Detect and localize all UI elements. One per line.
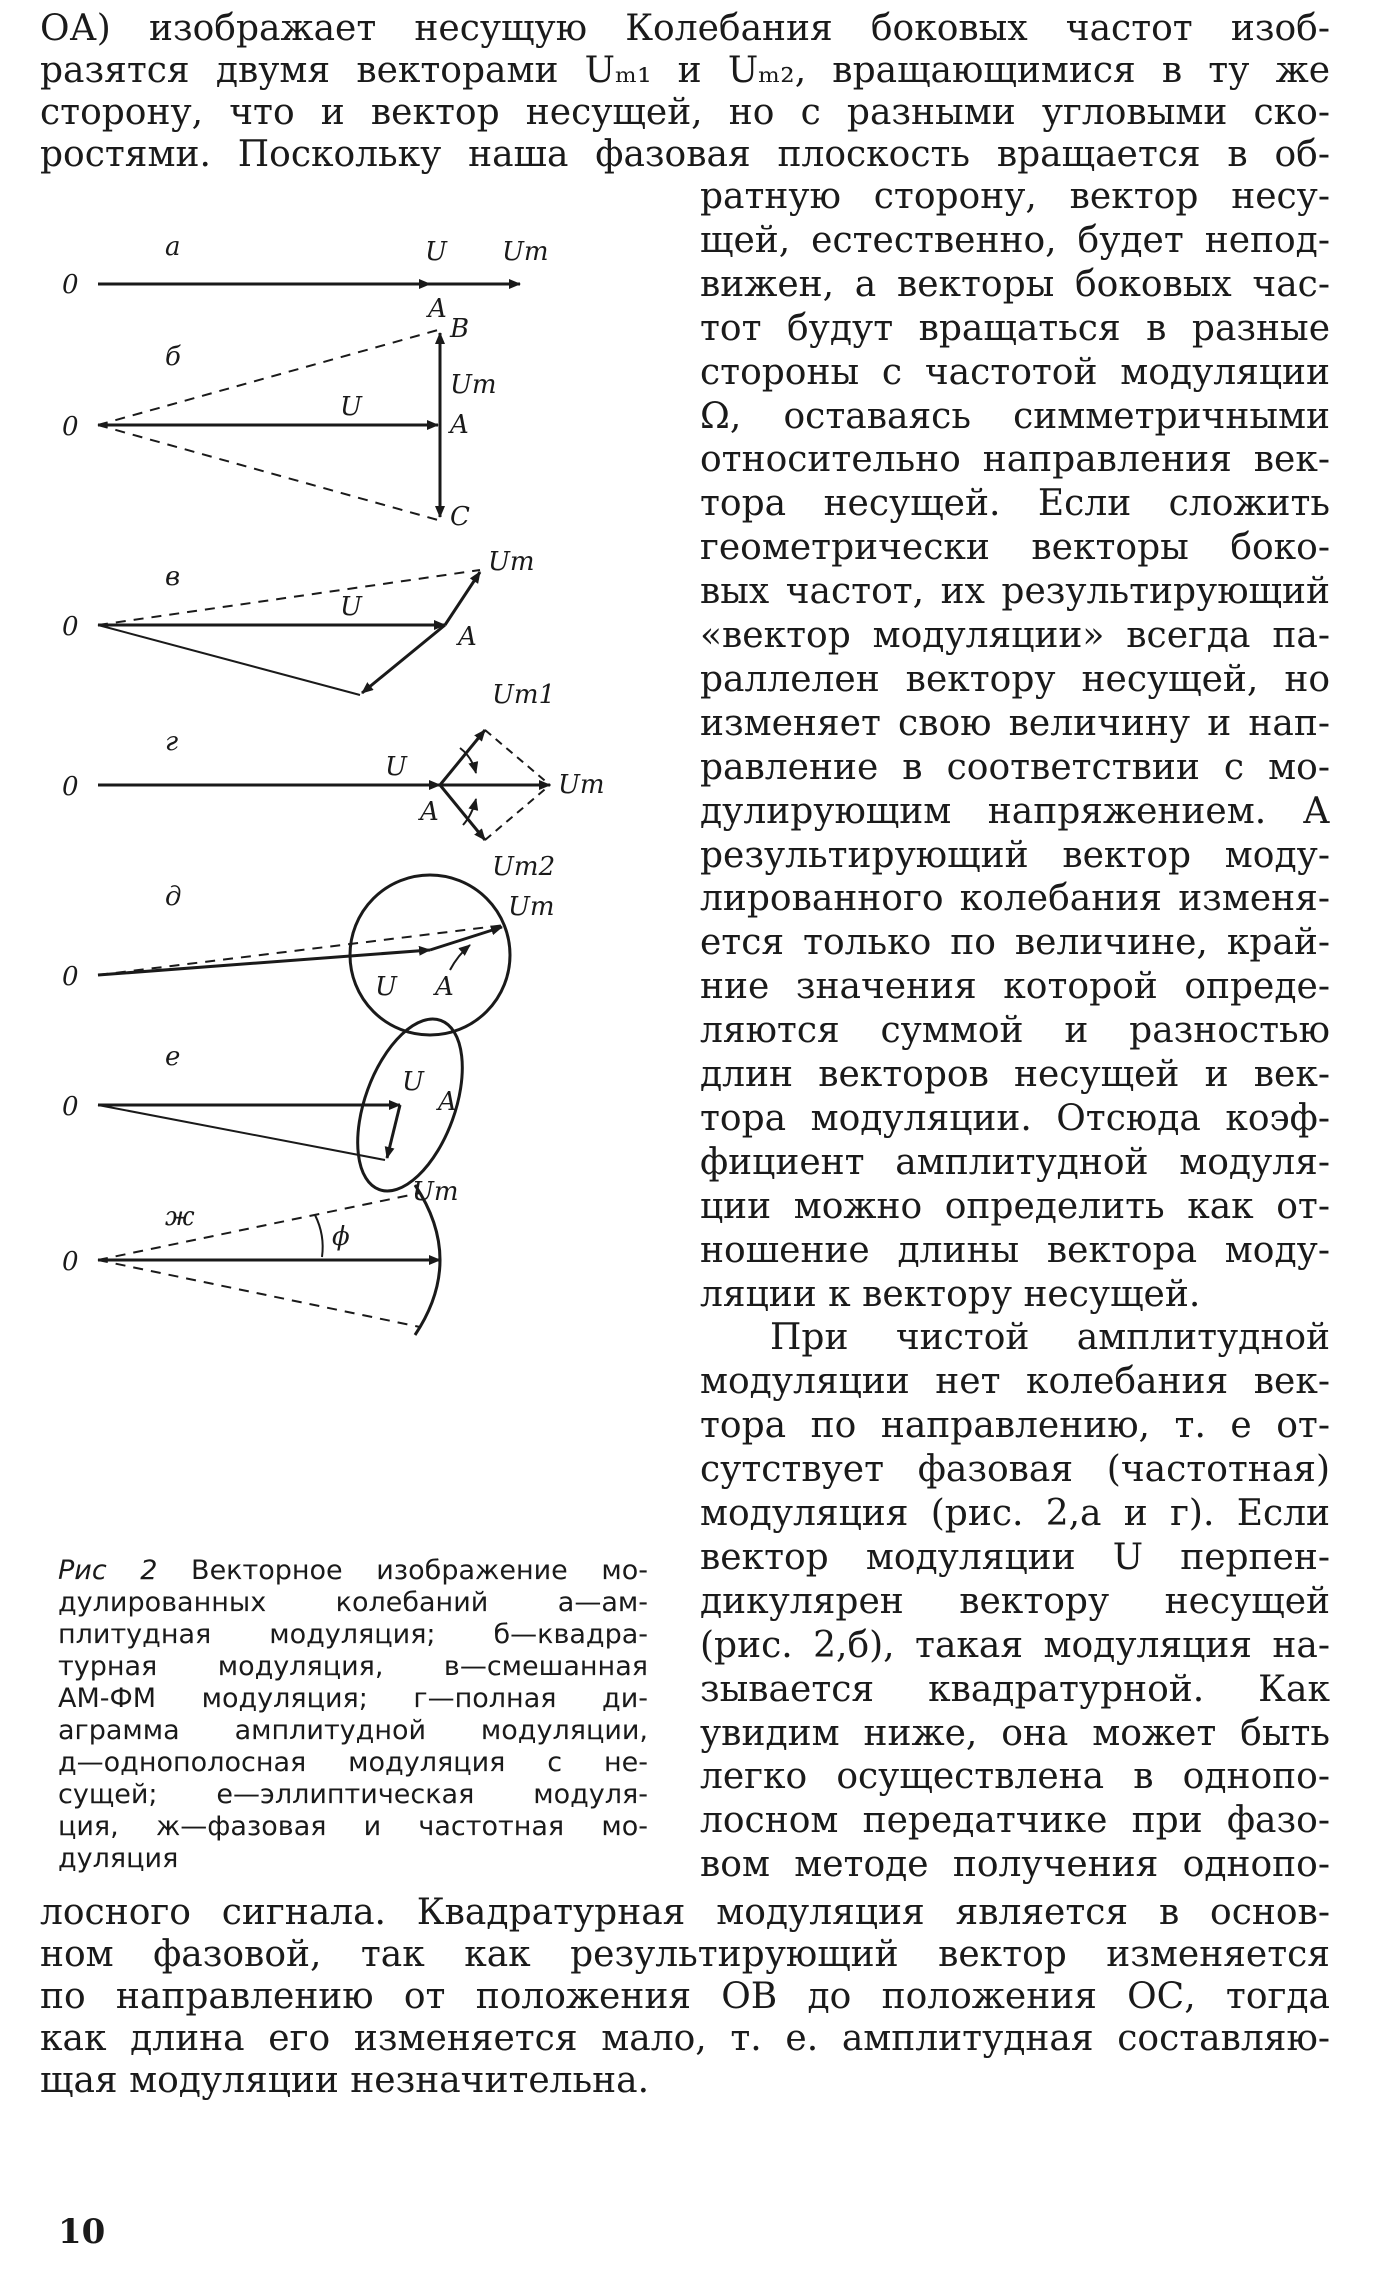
text-line: вектор модуляции U перпен- xyxy=(700,1536,1330,1578)
label-A: A xyxy=(435,972,454,1002)
caption-line: аграмма амплитудной модуляции, xyxy=(58,1715,648,1746)
caption-line: дуляция xyxy=(58,1843,179,1874)
text-line: ношение длины вектора моду- xyxy=(700,1229,1330,1271)
label-origin: 0 xyxy=(62,1247,79,1277)
text-line: Ω, оставаясь симметричными xyxy=(700,395,1330,437)
label-A: A xyxy=(428,294,447,324)
label-Um: Um xyxy=(558,770,605,800)
label-g: г xyxy=(165,727,179,757)
label-zh: ж xyxy=(165,1202,195,1232)
panel-b xyxy=(98,330,440,520)
label-Um: Um xyxy=(450,370,497,400)
text-line: модуляции нет колебания век- xyxy=(700,1361,1330,1403)
text-line: раллелен вектору несущей, но xyxy=(700,658,1330,700)
text-line: как длина его изменяется мало, т. е. амплитудная составляю- xyxy=(40,2018,1330,2059)
text-line: результирующий вектор моду- xyxy=(700,834,1330,876)
label-origin: 0 xyxy=(62,772,79,802)
text-line: вых частот, их результирующий xyxy=(700,571,1330,613)
label-U: U xyxy=(375,972,397,1002)
label-U: U xyxy=(340,392,362,422)
text-line: ратную сторону, вектор несу- xyxy=(700,176,1330,217)
text-line: При чистой амплитудной xyxy=(770,1317,1330,1359)
text-line: по направлению от положения ОВ до положения ОС, тогда xyxy=(40,1976,1330,2017)
text-line: ции можно определить как от- xyxy=(700,1185,1330,1227)
caption-prefix: Рис 2 xyxy=(58,1555,158,1586)
text-line: щая модуляции незначительна. xyxy=(40,2060,650,2101)
caption-line: д—однополосная модуляция с не- xyxy=(58,1747,648,1778)
text-line: относительно направления век- xyxy=(700,439,1330,481)
text-line: фициент амплитудной модуля- xyxy=(700,1141,1330,1183)
text-line: «вектор модуляции» всегда па- xyxy=(700,615,1330,656)
text-line: равление в соответствии с мо- xyxy=(700,746,1330,788)
label-Um1: Um1 xyxy=(492,680,556,710)
text-line: длин векторов несущей и век- xyxy=(700,1054,1330,1095)
caption-line: Рис 2 Векторное изображение мо- xyxy=(58,1555,648,1586)
text-line: легко осуществлена в однопо- xyxy=(700,1756,1330,1798)
label-U: U xyxy=(425,237,447,267)
caption-line: АМ-ФМ модуляция; г—полная ди- xyxy=(58,1683,648,1714)
text-line: ние значения которой опреде- xyxy=(700,966,1330,1008)
caption-line: плитудная модуляция; б—квадра- xyxy=(58,1619,648,1650)
panel-zh xyxy=(98,1185,440,1335)
text-line: модуляция (рис. 2,а и г). Если xyxy=(700,1493,1330,1534)
label-A: A xyxy=(458,622,477,652)
text-line: вом методе получения однопо- xyxy=(700,1844,1330,1886)
label-A: A xyxy=(438,1087,457,1117)
label-origin: 0 xyxy=(62,412,79,442)
text-line: лосного сигнала. Квадратурная модуляция является в основ- xyxy=(40,1892,1330,1933)
text-line: ется только по величине, край- xyxy=(700,922,1330,964)
text-line: ном фазовой, так как результирующий вектор изменяется xyxy=(40,1934,1330,1975)
text-line: тора несущей. Если сложить xyxy=(700,483,1330,525)
label-a: а xyxy=(165,232,181,262)
text-line: изменяет свою величину и нап- xyxy=(700,702,1330,744)
panel-v xyxy=(98,570,480,695)
page-number: 10 xyxy=(58,2212,106,2252)
text-line: тора по направлению, т. е от- xyxy=(700,1405,1330,1447)
label-Um: Um xyxy=(488,547,535,577)
text-line: щей, естественно, будет непод- xyxy=(700,219,1330,261)
text-line: дикулярен вектору несущей xyxy=(700,1580,1330,1622)
label-origin: 0 xyxy=(62,612,79,642)
label-phi: ϕ xyxy=(332,1222,350,1252)
label-A: A xyxy=(420,797,439,827)
label-U: U xyxy=(340,592,362,622)
label-d: д xyxy=(165,882,182,912)
text-line: тот будут вращаться в разные xyxy=(700,307,1330,349)
text-line: сутствует фазовая (частотная) xyxy=(700,1449,1330,1491)
text-line: ростями. Поскольку наша фазовая плоскость вращается в об- xyxy=(40,134,1330,175)
label-Um2: Um2 xyxy=(492,852,556,882)
text-line: разятся двумя векторами Uₘ₁ и Uₘ₂, вращающимися в ту же xyxy=(40,50,1330,91)
panel-d xyxy=(98,875,510,1035)
caption-line: дулированных колебаний а—ам- xyxy=(58,1587,648,1618)
text-line: зывается квадратурной. Как xyxy=(700,1668,1330,1710)
text-line: тора модуляции. Отсюда коэф- xyxy=(700,1097,1330,1139)
label-e: е xyxy=(165,1042,181,1072)
text-line: лосном передатчике при фазо- xyxy=(700,1800,1330,1842)
text-line: геометрически векторы боко- xyxy=(700,527,1330,569)
text-line: стороны с частотой модуляции xyxy=(700,351,1330,393)
label-b: б xyxy=(165,342,181,372)
text-line: ляются суммой и разностью xyxy=(700,1010,1330,1052)
label-Um: Um xyxy=(412,1177,459,1207)
label-origin: 0 xyxy=(62,1092,79,1122)
text-line: (рис. 2,б), такая модуляция на- xyxy=(700,1624,1330,1666)
label-Um: Um xyxy=(502,237,549,267)
label-A: A xyxy=(450,410,469,440)
text-line: дулирующим напряжением. А xyxy=(700,790,1330,832)
caption-line: сущей; е—эллиптическая модуля- xyxy=(58,1779,648,1810)
text-line: ляции к вектору несущей. xyxy=(700,1273,1201,1315)
text-line: вижен, а векторы боковых час- xyxy=(700,263,1330,305)
caption-line: ция, ж—фазовая и частотная мо- xyxy=(58,1811,648,1842)
label-U: U xyxy=(402,1067,424,1097)
text-line: ОА) изображает несущую Колебания боковых частот изоб- xyxy=(40,8,1330,49)
label-Um: Um xyxy=(508,892,555,922)
label-C: C xyxy=(450,502,470,532)
vector-diagram-figure xyxy=(40,225,690,1525)
text-line: увидим ниже, она может быть xyxy=(700,1712,1330,1754)
label-origin: 0 xyxy=(62,962,79,992)
label-origin: 0 xyxy=(62,270,79,300)
text-line: сторону, что и вектор несущей, но с разными угловыми ско- xyxy=(40,92,1330,133)
label-U: U xyxy=(385,752,407,782)
text-line: лированного колебания изменя- xyxy=(700,878,1330,920)
caption-line: турная модуляция, в—смешанная xyxy=(58,1651,648,1682)
label-B: B xyxy=(450,314,470,344)
label-v: в xyxy=(165,562,181,592)
